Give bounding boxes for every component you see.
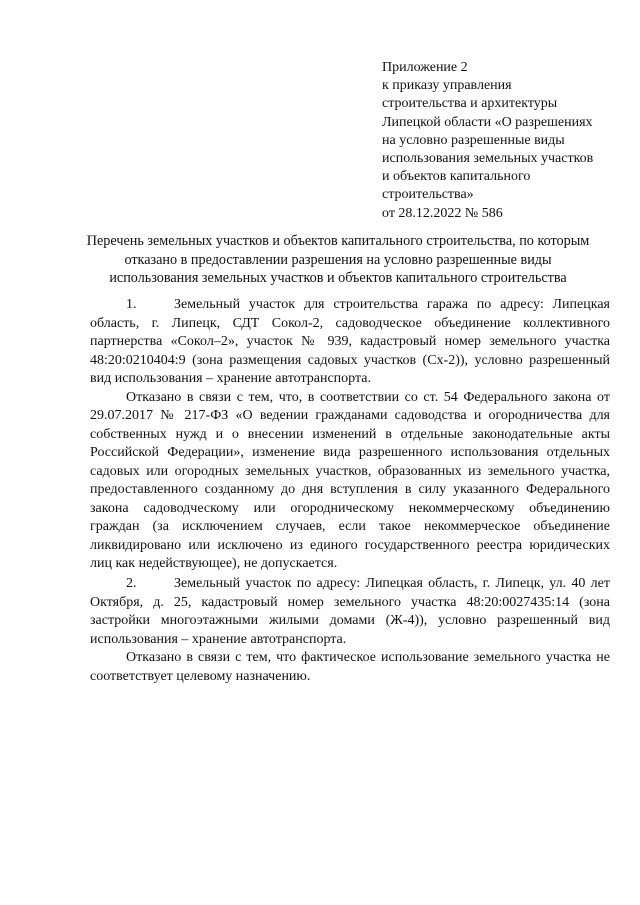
appendix-line: строительства»	[382, 187, 474, 203]
appendix-line: к приказу управления	[382, 78, 512, 94]
item-1-first-line	[90, 296, 610, 315]
item-2-first-line	[90, 575, 610, 594]
appendix-block	[382, 59, 622, 223]
item-reason-line: садовых или огородных земельных участков, образованных из земельного участка,	[90, 463, 610, 479]
item-1	[90, 296, 610, 574]
item-reason-line: закона садоводческому или огородническому некоммерческому объединению	[90, 500, 610, 516]
title-line: использования земельных участков и объектов капитального строительства	[109, 270, 567, 286]
item-description-line: партнерства «Сокол–2», участок № 939, кадастровый номер земельного участка	[90, 334, 610, 349]
item-reason-line: соответствует целевому назначению.	[90, 668, 311, 684]
appendix-line: использования земельных участков	[382, 151, 594, 167]
title-line: отказано в предоставлении разрешения на условно разрешенные виды	[124, 251, 552, 268]
item-number: 1.	[126, 297, 137, 312]
item-description-line: использования – хранение автотранспорта.	[90, 631, 347, 647]
item-description-line: область, г. Липецк, СДТ Сокол-2, садоводческое объединение коллективного	[90, 315, 610, 331]
item-number: 2.	[126, 576, 137, 591]
item-description-line: застройки многоэтажными жилыми домами (Ж-4)), условно разрешенный вид	[90, 613, 610, 628]
item-2	[90, 575, 610, 686]
item-reason-line: ликвидировано или исключено из единого государственного реестра юридических	[90, 537, 610, 553]
item-description-line: Октября, д. 25, кадастровый номер земельного участка 48:20:0027435:14 (зона	[90, 594, 610, 610]
appendix-line: и объектов капитального	[382, 169, 531, 185]
item-description-line: Земельный участок по адресу: Липецкая область, г. Липецк, ул. 40 лет	[174, 576, 610, 591]
item-reason-line: предоставленного созданному до дня вступления в силу указанного Федерального	[90, 482, 610, 497]
document-title	[48, 232, 628, 288]
item-reason-line: 29.07.2017 № 217-ФЗ «О ведении гражданами садоводства и огородничества для	[90, 408, 610, 423]
item-reason-line: Российской Федерации», изменение вида разрешенного использования отдельных	[90, 445, 610, 460]
appendix-line: строительства и архитектуры	[382, 96, 558, 112]
appendix-line: Липецкой области «О разрешениях	[382, 114, 593, 130]
title-line: Перечень земельных участков и объектов капитального строительства, по которым	[86, 233, 590, 249]
item-reason-line: Отказано в связи с тем, что фактическое использование земельного участка не	[126, 650, 610, 665]
item-reason-line: собственных нужд и о внесении изменений в отдельные законодательные акты	[90, 426, 610, 442]
item-reason-line: граждан (за исключением случаев, если такое некоммерческое объединение	[90, 519, 610, 534]
item-reason-line: Отказано в связи с тем, что, в соответствии со ст. 54 Федерального закона от	[126, 389, 610, 405]
appendix-line: Приложение 2	[382, 60, 468, 75]
item-description-line: 48:20:0210404:9 (зона размещения садовых участков (Сх-2)), условно разрешенный	[90, 352, 610, 368]
item-description-line: вид использования – хранение автотранспорта.	[90, 371, 371, 386]
appendix-line: от 28.12.2022 № 586	[382, 205, 503, 221]
appendix-line: на условно разрешенные виды	[382, 132, 565, 148]
item-reason-line: лиц как недействующее), не допускается.	[90, 556, 338, 571]
item-description-line: Земельный участок для строительства гаража по адресу: Липецкая	[174, 297, 610, 312]
